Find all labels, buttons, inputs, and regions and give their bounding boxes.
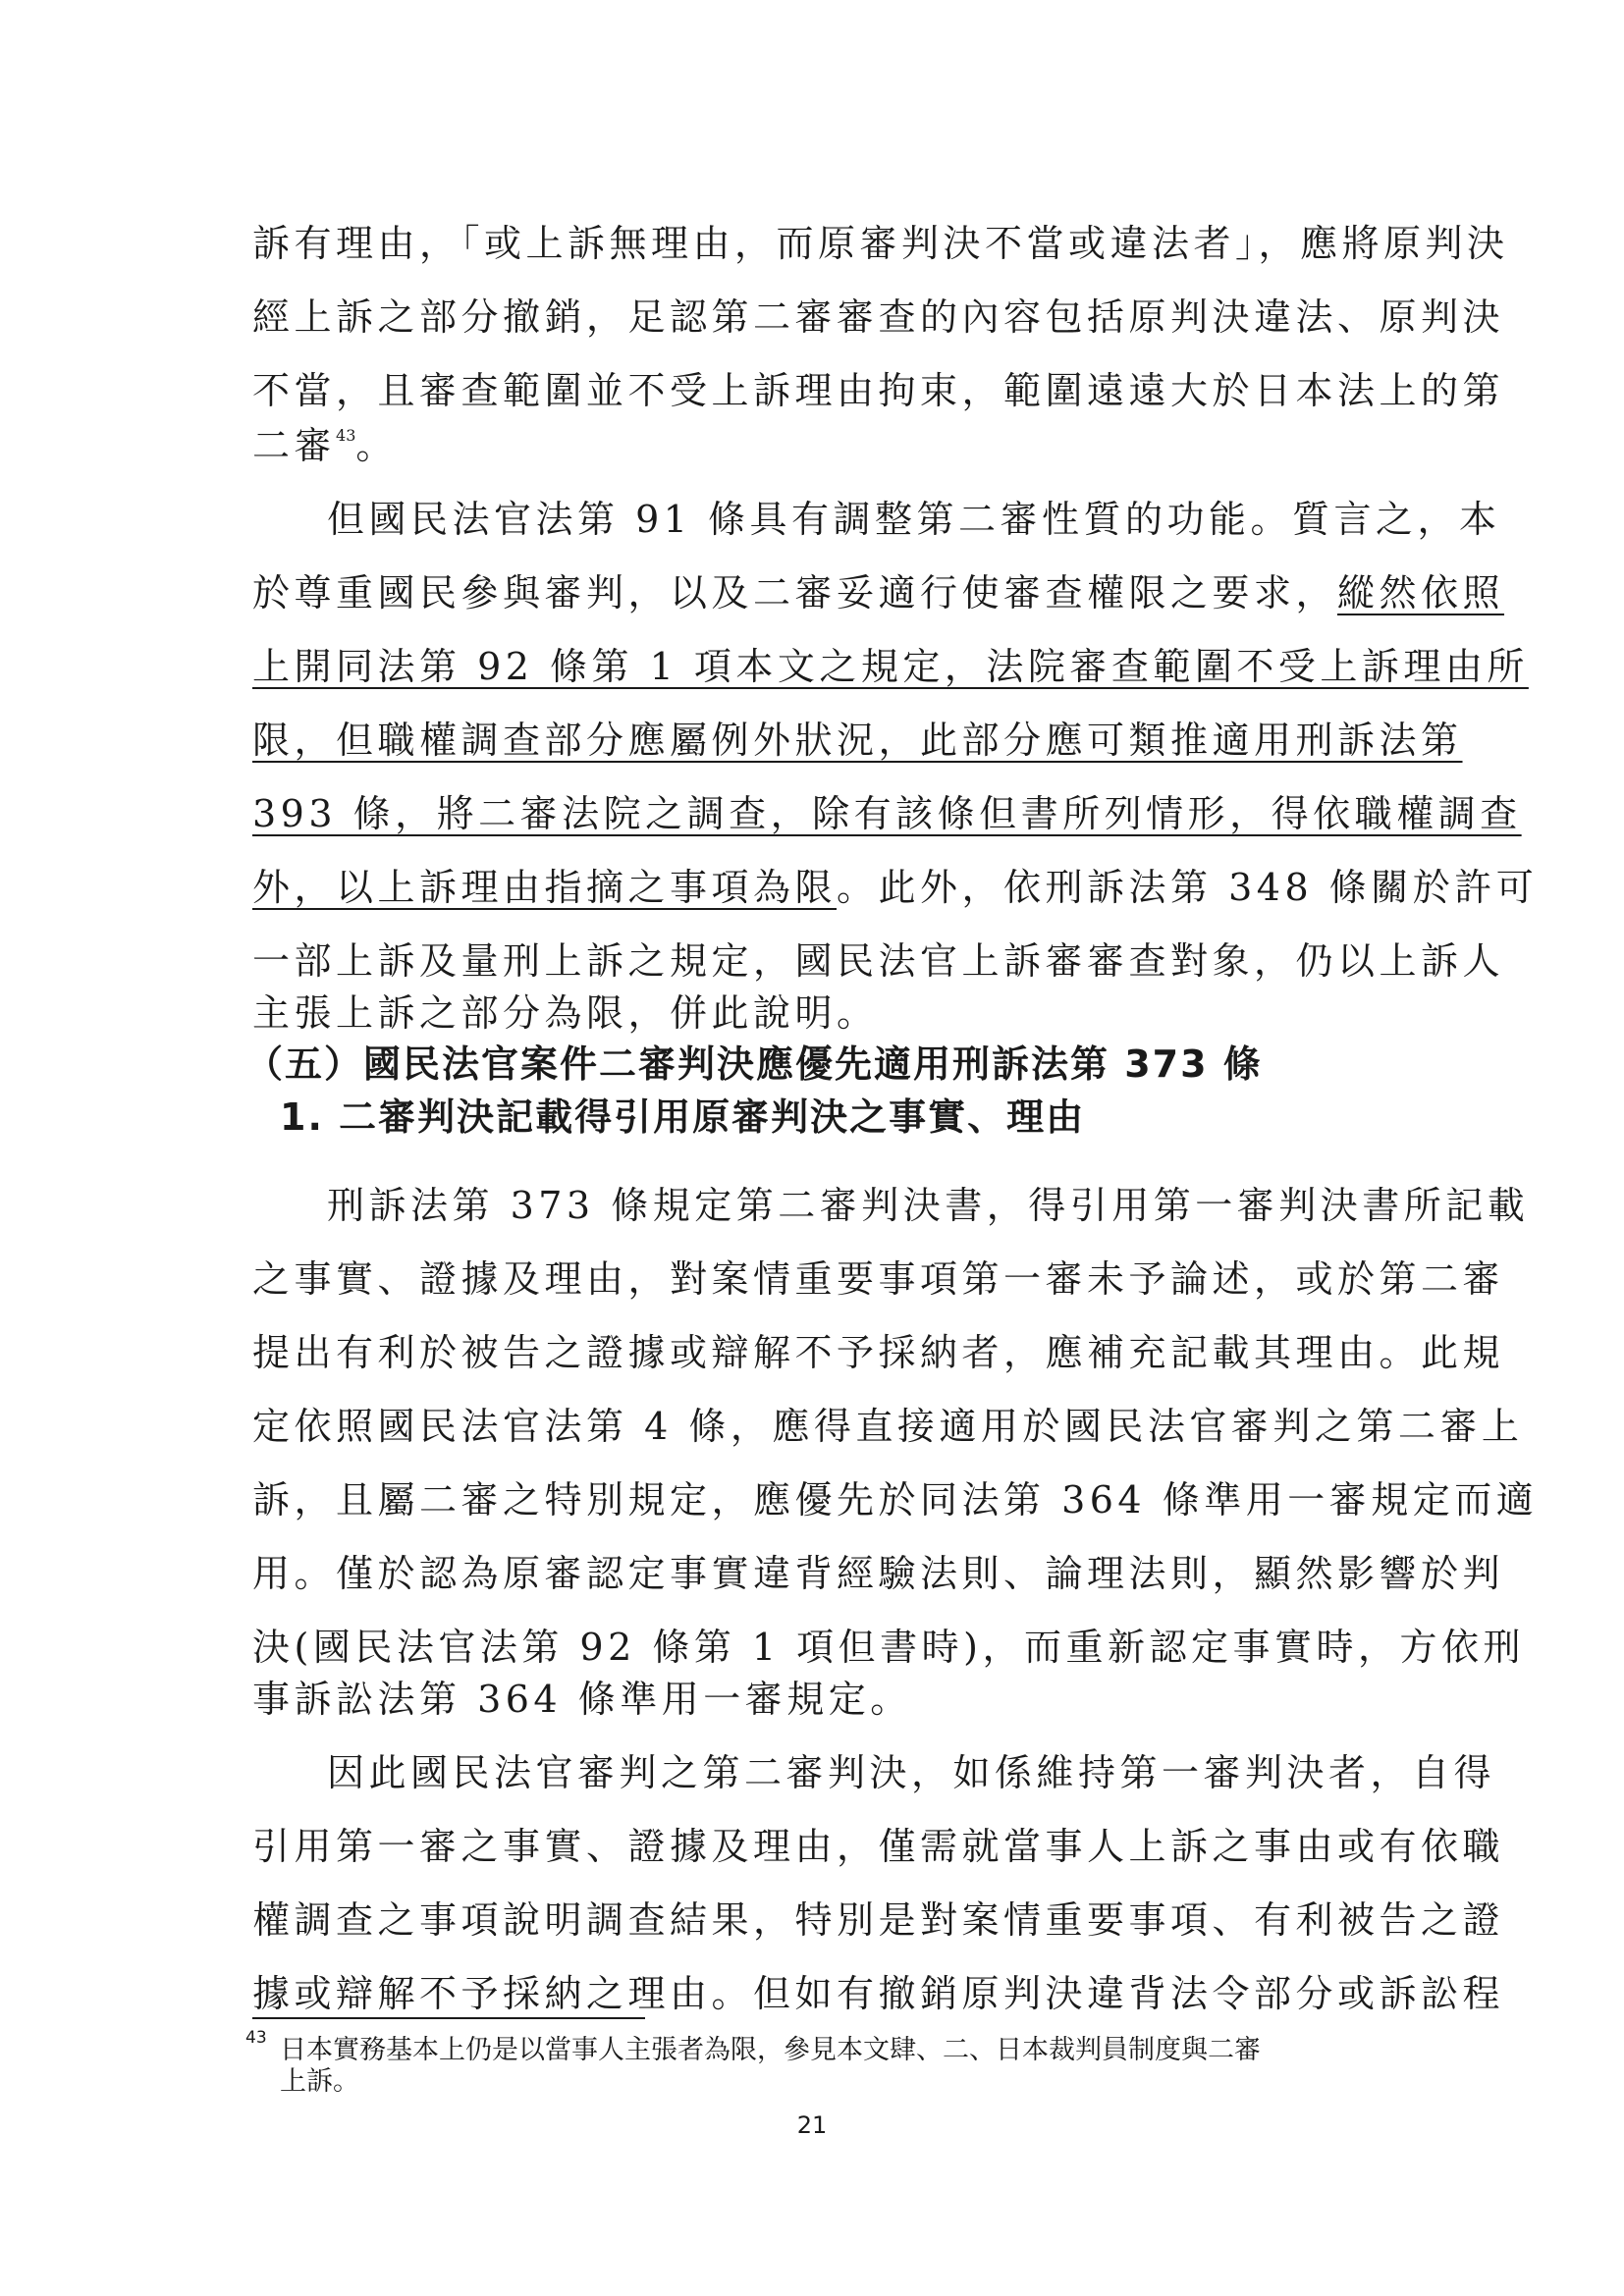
p4-line-1: 因此國民法官審判之第二審判決，如係維持第一審判決者，自得 [327,1751,1496,1794]
footnote-number: 43 [245,2028,267,2048]
p4-line-2: 引用第一審之事實、證據及理由，僅需就當事人上訴之事由或有依職 [252,1825,1505,1868]
footnote-line-2: 上訴。 [280,2066,359,2097]
p2-line-6-plain: 。此外，依刑訴法第 348 條關於許可 [837,866,1539,909]
section-heading: （五）國民法官案件二審判決應優先適用刑訴法第 373 條 [245,1042,1263,1086]
p1-line-3: 不當，且審查範圍並不受上訴理由拘束，範圍遠遠大於日本法上的第 [252,369,1505,412]
p3-line-7: 決(國民法官法第 92 條第 1 項但書時)，而重新認定事實時，方依刑 [252,1626,1525,1669]
p2-line-6 [252,862,1539,913]
p3-line-8: 事訴訟法第 364 條準用一審規定。 [252,1678,912,1721]
p4-line-4: 據或辯解不予採納之理由。但如有撤銷原判決違背法令部分或訴訟程 [252,1972,1505,2015]
p2-line-1: 但國民法官法第 91 條具有調整第二審性質的功能。質言之，本 [327,498,1501,541]
p2-line-7: 一部上訴及量刑上訴之規定，國民法官上訴審審查對象，仍以上訴人 [252,939,1505,983]
p3-line-1: 刑訴法第 373 條規定第二審判決書，得引用第一審判決書所記載 [327,1184,1530,1227]
subsection-heading: 1. 二審判決記載得引用原審判決之事實、理由 [280,1095,1086,1139]
p1-last-text: 二審 [252,424,337,467]
p2-line-2-underlined: 縱然依照 [1337,571,1505,614]
p2-line-8: 主張上訴之部分為限，併此說明。 [252,991,879,1035]
p3-line-4: 定依照國民法官法第 4 條，應得直接適用於國民法官審判之第二審上 [252,1405,1524,1448]
p1-line-2: 經上訴之部分撤銷，足認第二審審查的內容包括原判決違法、原判決 [252,295,1505,339]
p2-line-6-underlined: 外，以上訴理由指摘之事項為限 [252,866,838,909]
p3-line-2: 之事實、證據及理由，對案情重要事項第一審未予論述，或於第二審 [252,1257,1505,1301]
page-number: 21 [796,2111,828,2139]
footnote-ref-43[interactable]: 43 [336,426,356,445]
p3-line-5: 訴，且屬二審之特別規定，應優先於同法第 364 條準用一審規定而適 [252,1478,1539,1522]
p2-line-4: 限，但職權調查部分應屬例外狀況，此部分應可類推適用刑訴法第 [252,719,1463,762]
p2-line-3: 上開同法第 92 條第 1 項本文之規定，法院審查範圍不受上訴理由所 [252,645,1529,688]
p3-line-3: 提出有利於被告之證據或辯解不予採納者，應補充記載其理由。此規 [252,1331,1505,1374]
p2-line-5: 393 條，將二審法院之調查，除有該條但書所列情形，得依職權調查 [252,792,1522,835]
p4-line-3: 權調查之事項說明調查結果，特別是對案情重要事項、有利被告之證 [252,1898,1505,1942]
footnote-line-1: 日本實務基本上仍是以當事人主張者為限，參見本文肆、二、日本裁判員制度與二審 [280,2035,1261,2065]
footnote-separator [252,2017,645,2019]
p1-last-end: 。 [355,424,398,467]
p2-line-2-plain: 於尊重國民參與審判，以及二審妥適行使審查權限之要求， [252,571,1338,614]
p1-line-1: 訴有理由，「或上訴無理由，而原審判決不當或違法者」，應將原判決 [252,222,1509,265]
p3-line-6: 用。僅於認為原審認定事實違背經驗法則、論理法則，顯然影響於判 [252,1552,1505,1595]
p1-line-4 [252,420,1387,471]
p2-line-2 [252,567,1505,618]
